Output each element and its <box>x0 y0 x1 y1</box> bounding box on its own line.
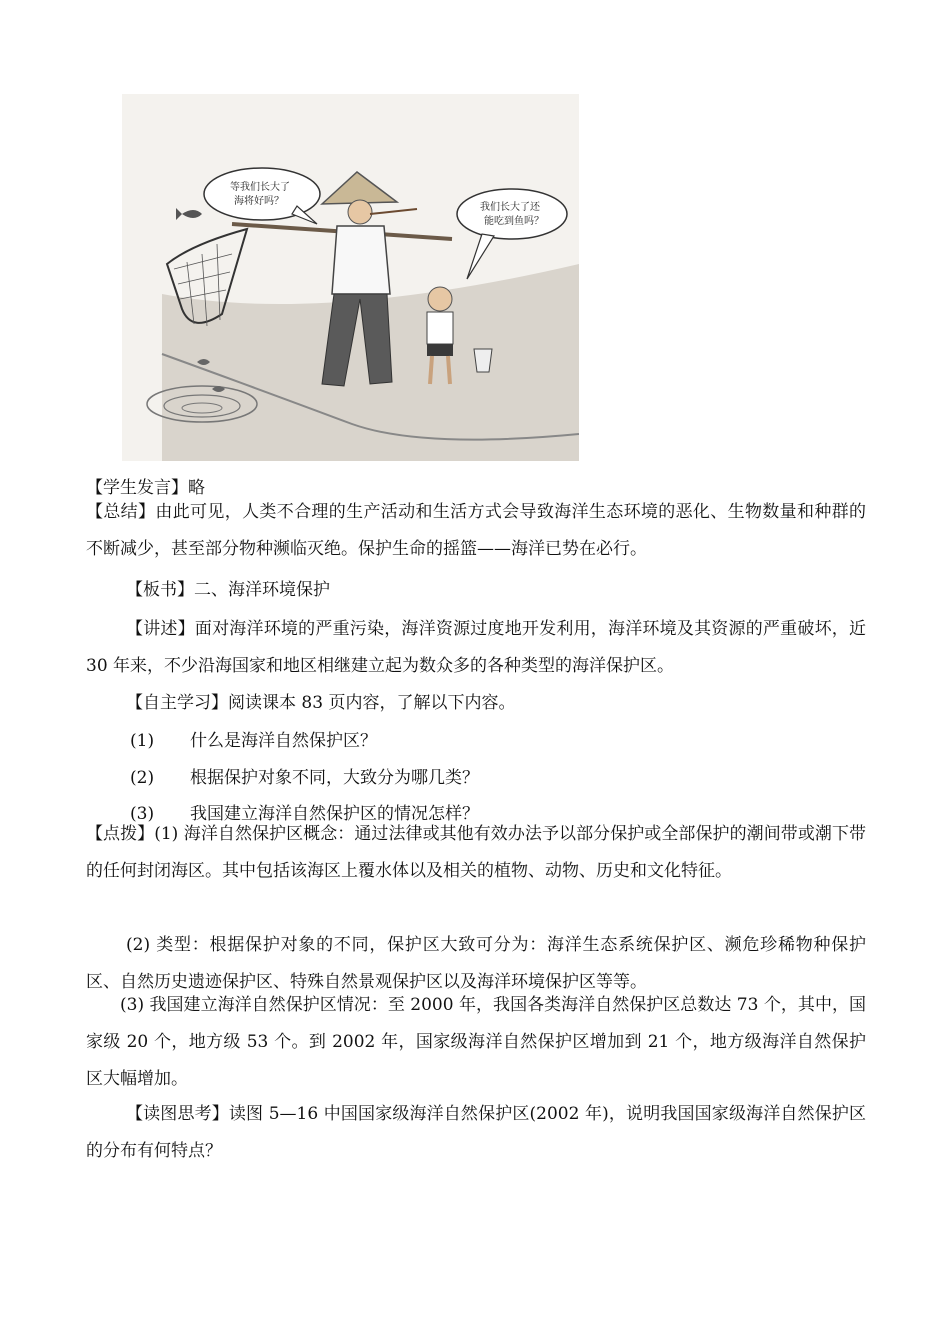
cartoon-drawing <box>122 94 579 461</box>
question-2-text: 根据保护对象不同，大致分为哪几类？ <box>190 768 479 788</box>
question-2-number: (2) <box>130 768 155 788</box>
question-3-text: 我国建立海洋自然保护区的情况怎样？ <box>190 804 479 824</box>
question-1-number: (1) <box>130 731 155 751</box>
map-think-paragraph: 【读图思考】读图 5—16 中国国家级海洋自然保护区(2002 年)，说明我国国家级海洋自然保护区的分布有何特点？ <box>86 1104 866 1161</box>
child-bubble-line-1: 我们长大了还 <box>480 202 540 213</box>
self-study-line: 【自主学习】阅读课本 83 页内容，了解以下内容。 <box>126 693 516 713</box>
child-bubble-line-2: 能吃到鱼吗？ <box>484 216 544 227</box>
question-3-number: (3) <box>130 804 155 824</box>
father-bubble-line-2: 海将好吗？ <box>234 196 284 207</box>
summary-paragraph: 【总结】由此可见，人类不合理的生产活动和生活方式会导致海洋生态环境的恶化、生物数量和种群的不断减少，甚至部分物种濒临灭绝。保护生命的摇篮——海洋已势在必行。 <box>86 502 866 559</box>
types-paragraph: (2) 类型：根据保护对象的不同，保护区大致可分为：海洋生态系统保护区、濒危珍稀物种保护区、自然历史遗迹保护区、特殊自然景观保护区以及海洋环境保护区等等。 <box>86 935 866 992</box>
board-note: 【板书】二、海洋环境保护 <box>126 580 330 600</box>
father-bubble-line-1: 等我们长大了 <box>230 182 290 193</box>
student-speech: 【学生发言】略 <box>86 478 205 498</box>
cartoon-illustration <box>122 94 579 461</box>
hint-paragraph: 【点拨】(1) 海洋自然保护区概念：通过法律或其他有效办法予以部分保护或全部保护的潮间带或潮下带的任何封闭海区。其中包括该海区上覆水体以及相关的植物、动物、历史和文化特征。 <box>86 824 866 881</box>
question-1-text: 什么是海洋自然保护区？ <box>190 731 377 751</box>
question-2 <box>130 765 910 791</box>
lecture-paragraph: 【讲述】面对海洋环境的严重污染，海洋资源过度地开发利用，海洋环境及其资源的严重破坏，近 30 年来，不少沿海国家和地区相继建立起为数众多的各种类型的海洋保护区。 <box>86 619 866 676</box>
status-paragraph: (3) 我国建立海洋自然保护区情况：至 2000 年，我国各类海洋自然保护区总数达 73 个，其中，国家级 20 个，地方级 53 个。到 2002 年，国家级海洋自然保护区增加到 21 个，地方级海洋自然保护区大幅增加。 <box>86 995 866 1089</box>
question-1 <box>130 728 910 754</box>
